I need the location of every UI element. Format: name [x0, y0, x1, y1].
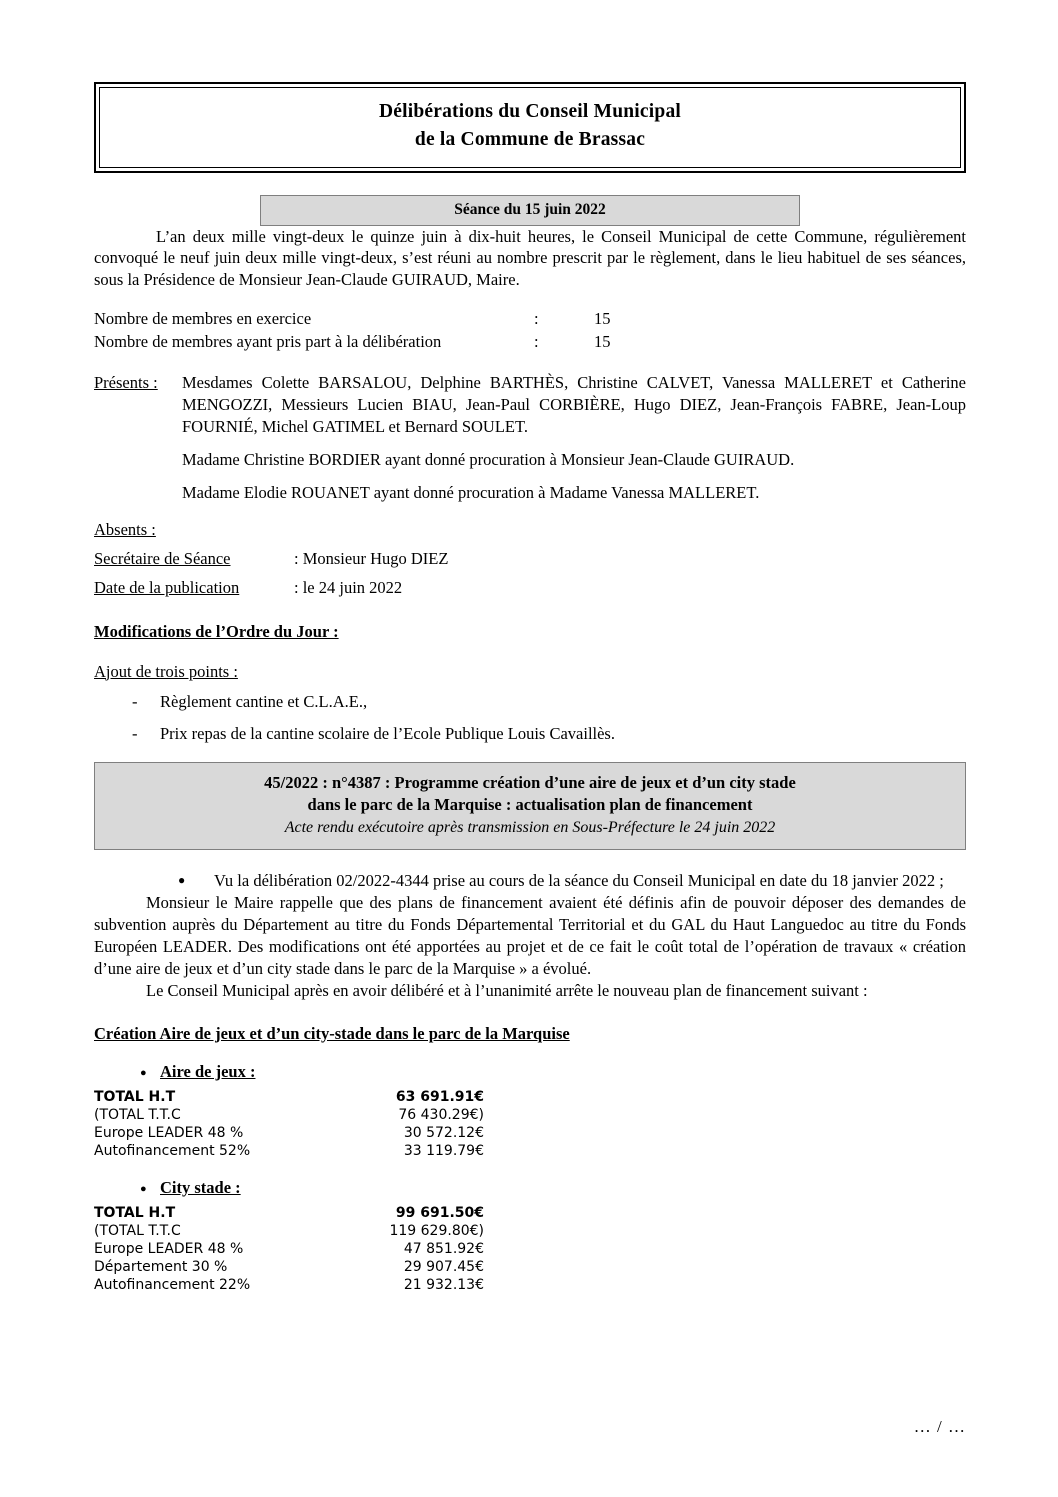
table-row	[94, 1258, 484, 1276]
table-row	[94, 1204, 484, 1222]
presents-list: Mesdames Colette BARSALOU, Delphine BARTHÈS, Christine CALVET, Vanessa MALLERET et Catherine MENGOZZI, Messieurs Lucien BIAU, Jean-Paul CORBIÈRE, Hugo DIEZ, Jean-François FABRE, Jean-Loup FOURNIÉ, Michel GATIMEL et Bernard SOULET.	[182, 372, 966, 436]
intro-paragraph: L’an deux mille vingt-deux le quinze juin à dix-huit heures, le Conseil Municipal de cette Commune, régulièrement convoqué le neuf juin deux mille vingt-deux, s’est réuni au nombre prescrit par le règlement, dans le lieu habituel de ses séances, sous la Présidence de Monsieur Jean-Claude GUIRAUD, Maire.	[94, 226, 966, 290]
document-title-box	[94, 82, 966, 173]
table-row	[94, 1222, 484, 1240]
members-voting-colon: :	[534, 332, 539, 352]
table-row	[94, 1142, 484, 1160]
reference-item: ● Vu la délibération 02/2022-4344 prise au cours de la séance du Conseil Municipal en date du 18 janvier 2022 ;	[214, 870, 966, 892]
secretary-row	[94, 549, 966, 569]
financing-group-label: Aire de jeux :	[160, 1061, 256, 1081]
page-footer-marker: … / …	[913, 1417, 966, 1436]
document-body	[94, 82, 966, 1294]
financing-row-label: Europe LEADER 48 %	[94, 1240, 244, 1257]
table-row	[94, 1276, 484, 1294]
members-in-office-label: Nombre de membres en exercice	[94, 309, 312, 329]
agenda-items	[94, 692, 966, 744]
proxy-line-2: Madame Elodie ROUANET ayant donné procuration à Madame Vanessa MALLERET.	[182, 482, 760, 502]
members-in-office-value: 15	[594, 309, 611, 329]
financing-table-aire-de-jeux	[94, 1088, 484, 1160]
financing-row-label: (TOTAL T.T.C	[94, 1222, 181, 1239]
document-title-line-1: Délibérations du Conseil Municipal	[378, 101, 682, 122]
financing-row-label: TOTAL H.T	[94, 1204, 176, 1221]
financing-row-value: 33 119.79€	[403, 1142, 484, 1159]
resolution-paragraph-1: Monsieur le Maire rappelle que des plans de financement avaient été définis afin de pouvoir déposer des demandes de subvention auprès du Département au titre du Fonds Départemental Territorial et du GAL du Haut Languedoc au titre du Fonds Européen LEADER. Des modifications ont été apportées au projet et de ce fait le coût total de l’opération de travaux « création d’une aire de jeux et d’un city stade dans le parc de la Marquise » a évolué.	[94, 893, 966, 978]
resolution-title-line-1: 45/2022 : n°4387 : Programme création d’une aire de jeux et d’un city stade	[264, 772, 796, 792]
financing-row-label: Autofinancement 22%	[94, 1276, 251, 1293]
financing-row-value: 47 851.92€	[403, 1240, 484, 1257]
document-title-inner	[99, 87, 961, 168]
agenda-item: - Règlement cantine et C.L.A.E.,	[160, 692, 966, 712]
proxy-line-1: Madame Christine BORDIER ayant donné procuration à Monsieur Jean-Claude GUIRAUD.	[182, 449, 795, 469]
agenda-item: - Prix repas de la cantine scolaire de l’Ecole Publique Louis Cavaillès.	[160, 724, 966, 744]
publication-row	[94, 578, 966, 598]
table-row	[94, 1240, 484, 1258]
agenda-subheading: Ajout de trois points :	[94, 661, 238, 681]
members-voting-value: 15	[594, 332, 611, 352]
financing-row-label: TOTAL H.T	[94, 1088, 176, 1105]
financing-group-city-stade	[94, 1178, 966, 1294]
resolution-references	[94, 870, 966, 892]
financing-group-aire-de-jeux	[94, 1062, 966, 1160]
absents-label: Absents :	[94, 519, 156, 539]
financing-row-value: 76 430.29€)	[398, 1106, 484, 1123]
table-row	[94, 1124, 484, 1142]
presents-label: Présents :	[94, 372, 158, 392]
members-voting-label: Nombre de membres ayant pris part à la délibération	[94, 332, 442, 352]
financing-row-label: Autofinancement 52%	[94, 1142, 251, 1159]
attendance-block	[94, 372, 966, 504]
resolution-banner	[94, 762, 966, 851]
members-voting-row	[94, 331, 966, 354]
financing-row-value: 30 572.12€	[403, 1124, 484, 1141]
table-row	[94, 1106, 484, 1124]
members-in-office-colon: :	[534, 309, 539, 329]
resolution-paragraph-2: Le Conseil Municipal après en avoir délibéré et à l’unanimité arrête le nouveau plan de financement suivant :	[146, 980, 868, 1000]
secretary-label: Secrétaire de Séance	[94, 548, 231, 568]
financing-group-label: City stade :	[160, 1177, 241, 1197]
financing-group-heading	[94, 1062, 966, 1082]
financing-row-label: (TOTAL T.T.C	[94, 1106, 181, 1123]
table-row	[94, 1088, 484, 1106]
financing-row-value: 63 691.91€	[395, 1088, 484, 1105]
agenda-heading: Modifications de l’Ordre du Jour :	[94, 621, 339, 641]
resolution-executory-note: Acte rendu exécutoire après transmission en Sous-Préfecture le 24 juin 2022	[284, 818, 776, 836]
financing-row-label: Europe LEADER 48 %	[94, 1124, 244, 1141]
financing-row-label: Département 30 %	[94, 1258, 228, 1275]
publication-label: Date de la publication	[94, 577, 240, 597]
financing-row-value: 119 629.80€)	[389, 1222, 484, 1239]
financing-row-value: 99 691.50€	[395, 1204, 484, 1221]
financing-row-value: 21 932.13€	[403, 1276, 484, 1293]
financing-group-heading	[94, 1178, 966, 1198]
membership-counts	[94, 308, 966, 354]
session-bar-wrapper	[94, 195, 966, 226]
document-title-line-2: de la Commune de Brassac	[414, 129, 646, 151]
financing-plan-title: Création Aire de jeux et d’un city-stade dans le parc de la Marquise	[94, 1023, 570, 1043]
session-date-banner: Séance du 15 juin 2022	[260, 195, 800, 226]
publication-value: : le 24 juin 2022	[294, 577, 403, 597]
financing-table-city-stade	[94, 1204, 484, 1294]
financing-row-value: 29 907.45€	[403, 1258, 484, 1275]
resolution-title-line-2: dans le parc de la Marquise : actualisation plan de financement	[307, 794, 753, 814]
secretary-value: : Monsieur Hugo DIEZ	[294, 548, 449, 568]
members-in-office-row	[94, 308, 966, 331]
